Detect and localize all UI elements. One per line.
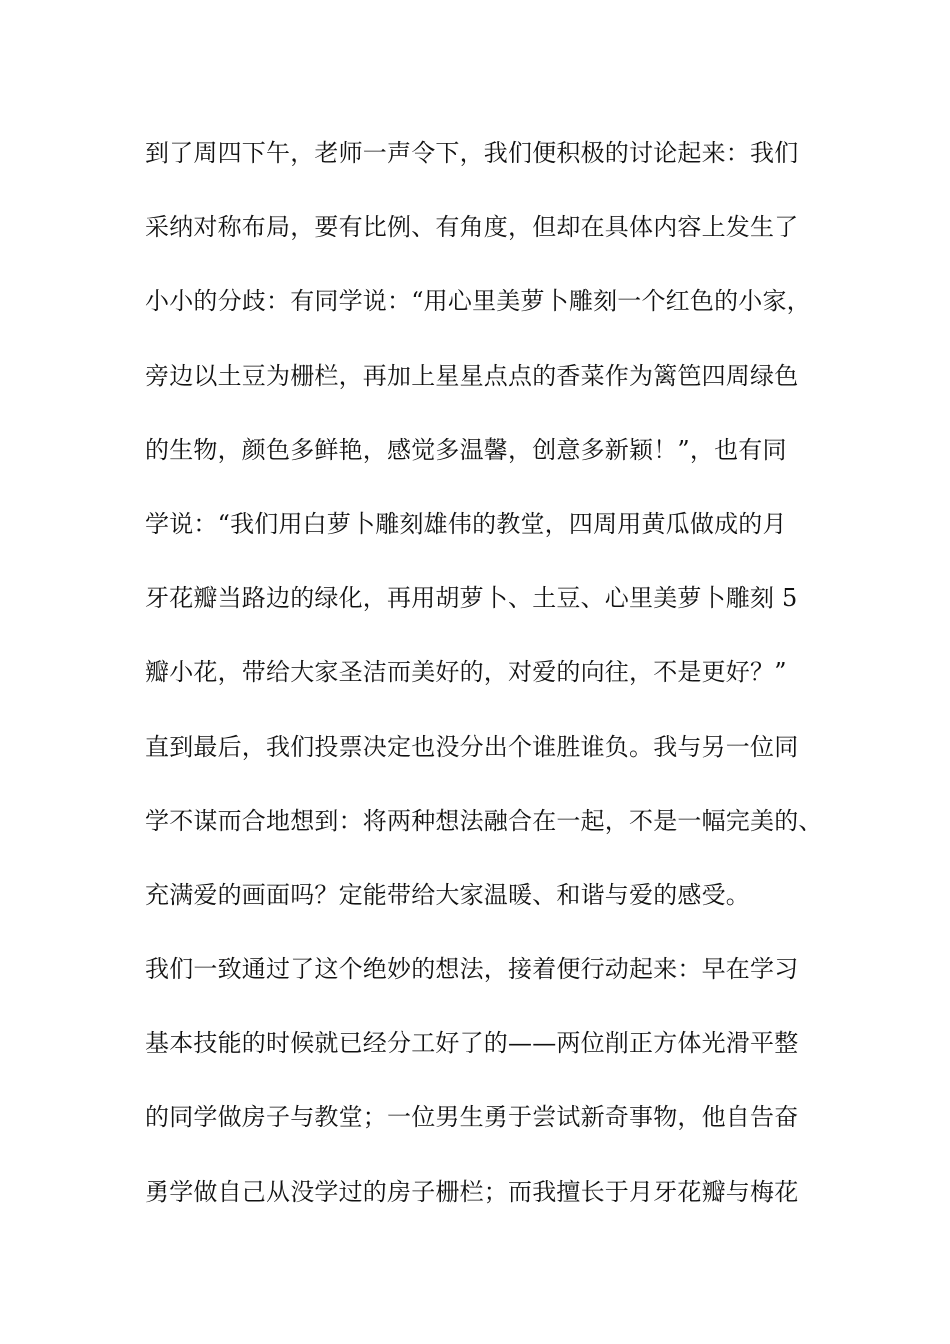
text-line-9: 直到最后，我们投票决定也没分出个谁胜谁负。我与另一位同 (145, 732, 799, 761)
text-line-11: 充满爱的画面吗？定能带给大家温暖、和谐与爱的感受。 (145, 880, 750, 909)
text-line-8: 瓣小花，带给大家圣洁而美好的，对爱的向往，不是更好？” (145, 658, 787, 687)
text-line-3: 小小的分歧：有同学说：“用心里美萝卜雕刻一个红色的小家， (145, 287, 811, 316)
text-line-10: 学不谋而合地想到：将两种想法融合在一起，不是一幅完美的、 (145, 806, 823, 835)
text-line-5: 的生物，颜色多鲜艳，感觉多温馨，创意多新颖！”，也有同 (145, 435, 787, 464)
text-line-13: 基本技能的时候就已经分工好了的——两位削正方体光滑平整 (145, 1029, 799, 1058)
text-line-12: 我们一致通过了这个绝妙的想法，接着便行动起来：早在学习 (145, 955, 799, 984)
text-line-14: 的同学做房子与教堂；一位男生勇于尝试新奇事物，他自告奋 (145, 1103, 799, 1132)
text-line-6: 学说：“我们用白萝卜雕刻雄伟的教堂，四周用黄瓜做成的月 (145, 509, 787, 538)
text-line-1: 到了周四下午，老师一声令下，我们便积极的讨论起来：我们 (145, 139, 799, 167)
text-line-15: 勇学做自己从没学过的房子栅栏；而我擅长于月牙花瓣与梅花 (145, 1177, 799, 1206)
body-text (145, 132, 845, 1245)
text-line-7: 牙花瓣当路边的绿化，再用胡萝卜、土豆、心里美萝卜雕刻 5 (145, 584, 798, 613)
text-line-4: 旁边以土豆为栅栏，再加上星星点点的香菜作为篱笆四周绿色 (145, 361, 799, 390)
text-line-2: 采纳对称布局，要有比例、有角度，但却在具体内容上发生了 (145, 213, 799, 242)
